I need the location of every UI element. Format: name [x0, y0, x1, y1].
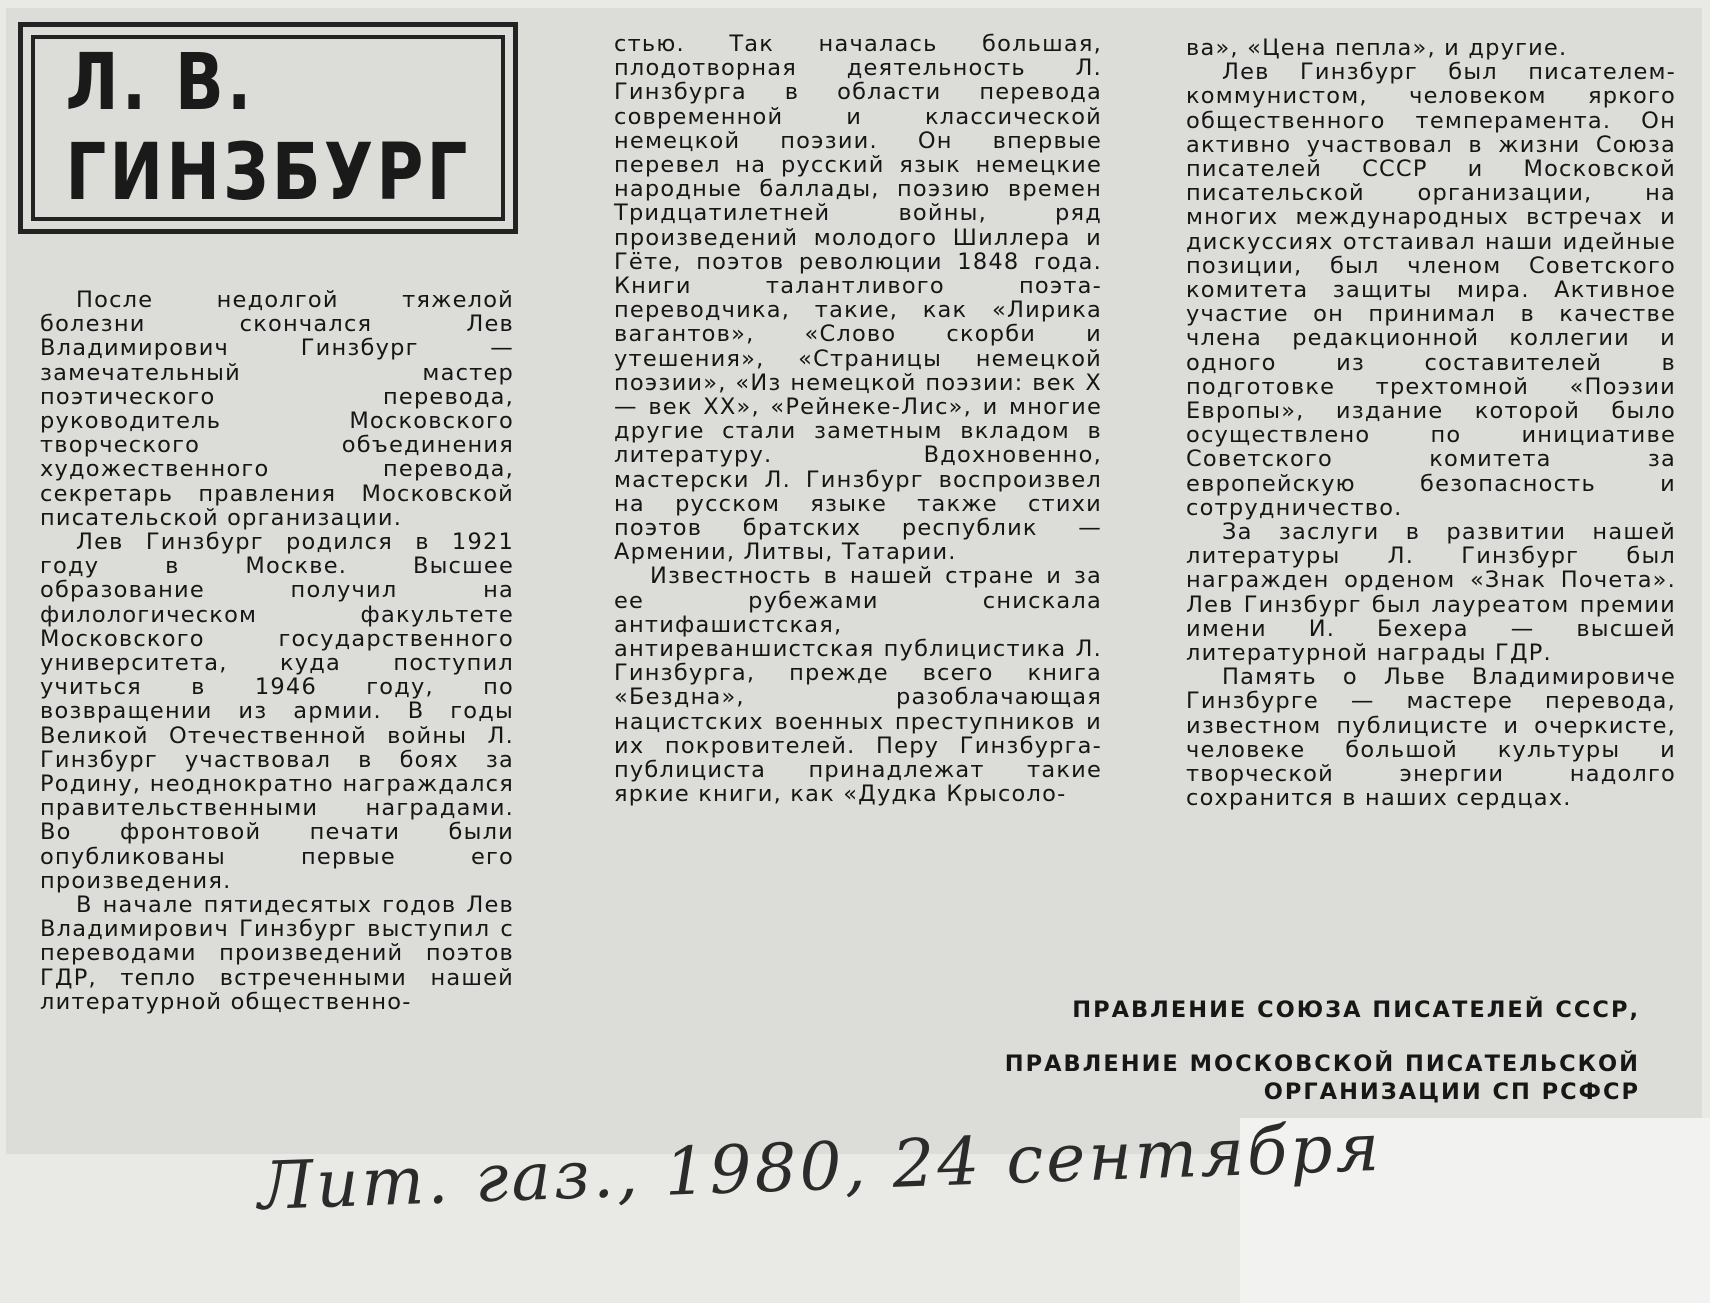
paragraph: Память о Льве Владимировиче Гинзбурге — мастере перевода, известном публицисте и очеркисте, человеке большой культуры и творческой энергии надолго сохранится в наших сердцах. — [1186, 664, 1676, 812]
handwritten-source-note: Лит. газ., 1980, 24 сентября — [256, 1108, 1384, 1225]
signature-line: ПРАВЛЕНИЕ МОСКОВСКОЙ ПИСАТЕЛЬСКОЙ — [1004, 1051, 1640, 1077]
paragraph: Лев Гинзбург родился в 1921 году в Москве. Высшее образование получил на филологическом факультете Московского государственного университета, куда поступил учиться в 1946 году, по возвращении из армии. В годы Великой Отечественной войны Л. Гинзбург участвовал в боях за Родину, неоднократно награждался правительственными наградами. Во фронтовой печати были опубликованы первые его произведения. — [40, 529, 514, 894]
paragraph: Лев Гинзбург был писателем-коммунистом, человеком яркого общественного темперамента. Он активно участвовал в жизни Союза писателей СССР и Московской писательской организации, на многих международных встречах и дискуссиях отстаивал наши идейные позиции, был членом Советского комитета защиты мира. Активное участие он принимал в качестве члена редакционной коллегии и одного из составителей в подготовке трехтомной «Поэзии Европы», издание которой было осуществлено по инициативе Советского комитета за европейскую безопасность и сотрудничество. — [1186, 59, 1676, 521]
paragraph: За заслуги в развитии нашей литературы Л. Гинзбург был награжден орденом «Знак Почета». Лев Гинзбург был лауреатом премии имени И. Бехера — высшей литературной награды ГДР. — [1186, 519, 1676, 667]
signature-line: ОРГАНИЗАЦИИ СП РСФСР — [1263, 1079, 1640, 1105]
text-column-2 — [614, 32, 1102, 807]
headline: Л. В. ГИНЗБУРГ — [65, 38, 471, 218]
headline-frame — [18, 22, 518, 234]
signature-moscow-organization — [1005, 1050, 1640, 1106]
paragraph: В начале пятидесятых годов Лев Владимирович Гинзбург выступил с переводами произведений поэтов ГДР, тепло встреченными нашей литературной общественно- — [40, 892, 514, 1015]
headline-inner-frame — [31, 35, 505, 221]
text-column-3 — [1186, 36, 1676, 811]
paragraph: Известность в нашей стране и за ее рубежами снискала антифашистская, антиреваншистская публицистика Л. Гинзбурга, прежде всего книга «Бездна», разоблачающая нацистских военных преступников и их покровителей. Перу Гинзбурга-публициста принадлежат такие яркие книги, как «Дудка Крысоло- — [614, 563, 1102, 808]
paragraph: ва», «Цена пепла», и другие. — [1186, 35, 1568, 61]
paragraph: стью. Так началась большая, плодотворная деятельность Л. Гинзбурга в области перевода современной и классической немецкой поэзии. Он впервые перевел на русский язык немецкие народные баллады, поэзию времен Тридцатилетней войны, ряд произведений молодого Шиллера и Гёте, поэтов революции 1848 года. Книги талантливого поэта-переводчика, такие, как «Лирика вагантов», «Слово скорби и утешения», «Страницы немецкой поэзии», «Из немецкой поэзии: век X — век XX», «Рейнеке-Лис», и многие другие стали заметным вкладом в литературу. Вдохновенно, мастерски Л. Гинзбург воспроизвел на русском языке также стихи поэтов братских республик — Армении, Литвы, Татарии. — [614, 31, 1102, 566]
signature-line: ПРАВЛЕНИЕ СОЮЗА ПИСАТЕЛЕЙ СССР, — [1072, 997, 1640, 1023]
paragraph: После недолгой тяжелой болезни скончался Лев Владимирович Гинзбург — замечательный мастер поэтического перевода, руководитель Московского творческого объединения художественного перевода, секретарь правления Московской писательской организации. — [40, 287, 514, 531]
signature-writers-union — [1072, 996, 1640, 1024]
text-column-1 — [40, 288, 514, 1014]
